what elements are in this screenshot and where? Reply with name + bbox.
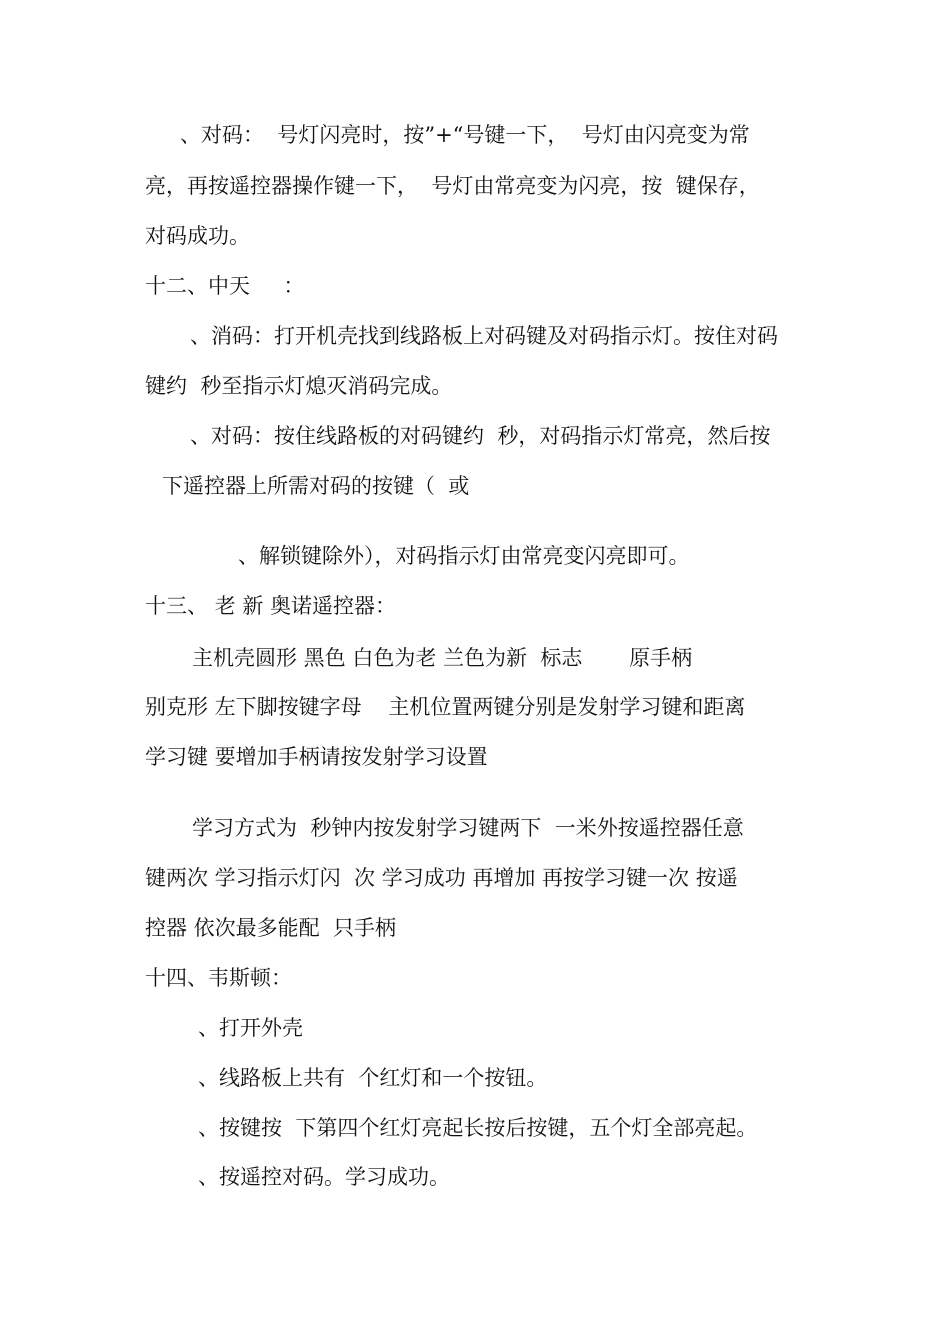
text-line-19: 、线路板上共有 个红灯和一个按钮。: [198, 1066, 548, 1090]
text-line-13: 学习键 要增加手柄请按发射学习设置: [145, 745, 488, 769]
text-line-20: 、按键按 下第四个红灯亮起长按后按键，五个灯全部亮起。: [198, 1116, 758, 1140]
text-line-8: 下遥控器上所需对码的按键（ 或: [162, 474, 470, 498]
text-line-12: 别克形 左下脚按键字母 主机位置两键分别是发射学习键和距离: [145, 695, 746, 719]
text-line-1: 、对码： 号灯闪亮时，按”+“号键一下， 号灯由闪亮变为常: [180, 123, 750, 147]
text-line-5: 、消码：打开机壳找到线路板上对码键及对码指示灯。按住对码: [190, 324, 778, 348]
text-line-18: 、打开外壳: [198, 1016, 303, 1040]
section-heading-13: 十三、 老 新 奥诺遥控器：: [145, 594, 397, 618]
text-line-21: 、按遥控对码。学习成功。: [198, 1165, 450, 1189]
text-line-14: 学习方式为 秒钟内按发射学习键两下 一米外按遥控器任意: [192, 816, 744, 840]
section-heading-12: 十二、中天 ：: [145, 274, 305, 298]
text-line-9: 、解锁键除外），对码指示灯由常亮变闪亮即可。: [238, 544, 690, 568]
section-heading-14: 十四、韦斯顿：: [145, 966, 292, 990]
text-line-11: 主机壳圆形 黑色 白色为老 兰色为新 标志 原手柄: [192, 646, 693, 670]
text-line-6: 键约 秒至指示灯熄灭消码完成。: [145, 374, 453, 398]
text-line-7: 、对码：按住线路板的对码键约 秒，对码指示灯常亮，然后按: [190, 424, 771, 448]
text-line-3: 对码成功。: [145, 224, 250, 248]
text-line-15: 键两次 学习指示灯闪 次 学习成功 再增加 再按学习键一次 按遥: [145, 866, 738, 890]
text-line-16: 控器 依次最多能配 只手柄: [145, 916, 397, 940]
text-line-2: 亮，再按遥控器操作键一下， 号灯由常亮变为闪亮，按 键保存，: [145, 174, 760, 198]
